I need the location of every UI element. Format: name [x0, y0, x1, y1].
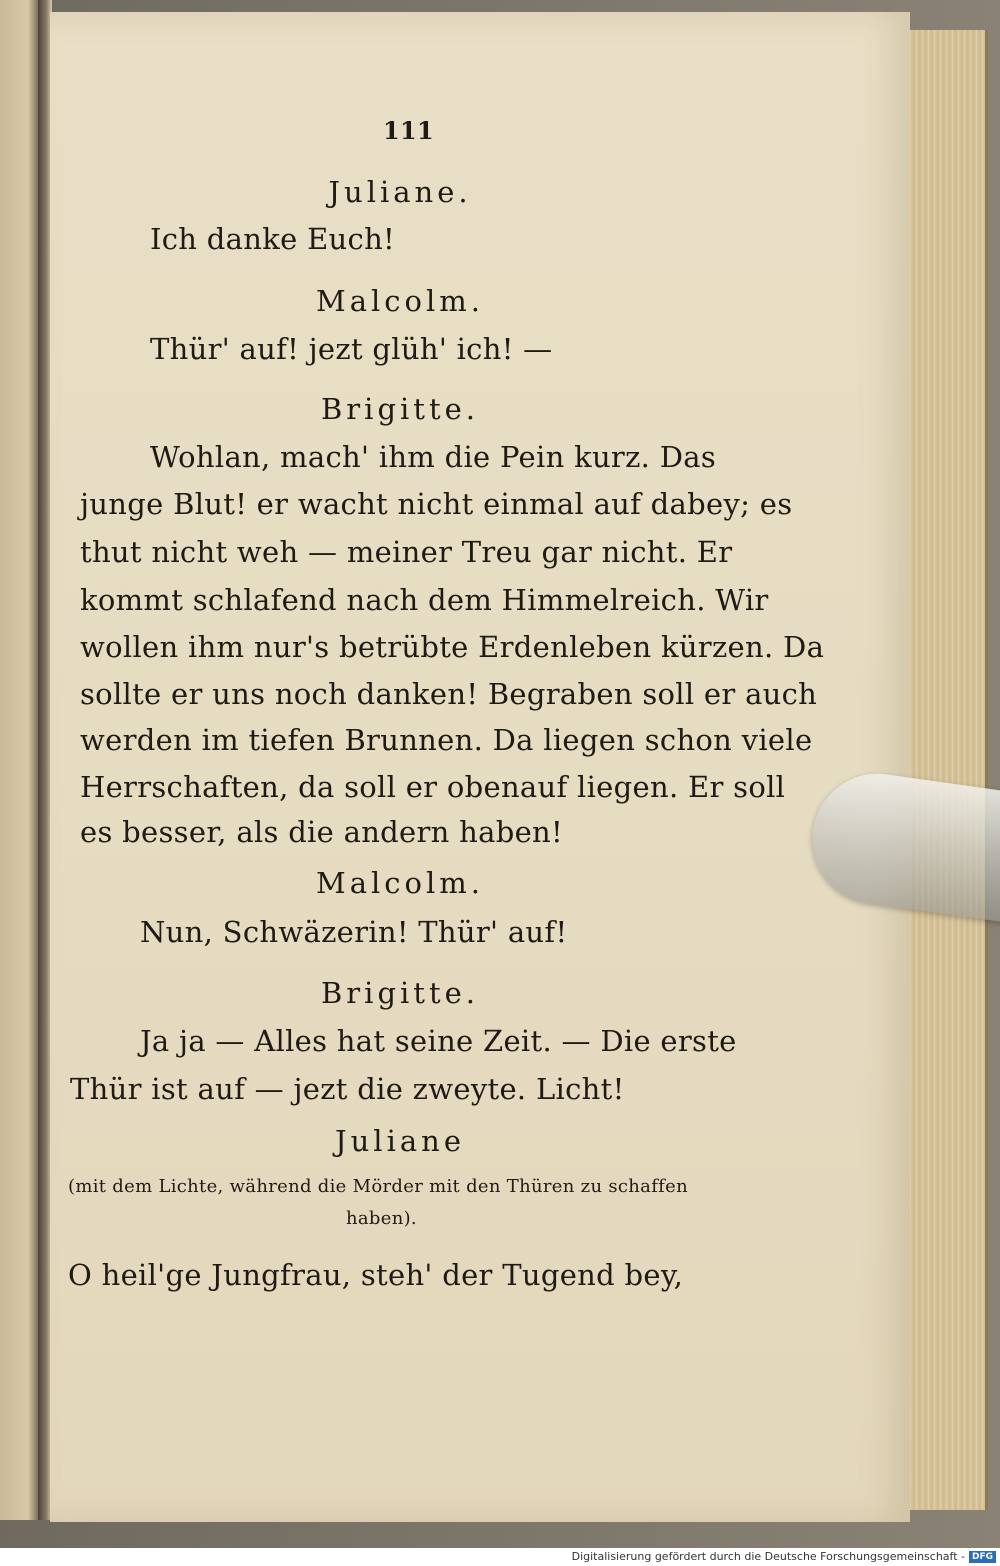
dialogue-line: Ja ja — Alles hat seine Zeit. — Die erste — [140, 1024, 737, 1058]
speaker-name: Malcolm. — [316, 866, 484, 900]
dialogue-line: Herrschaften, da soll er obenauf liegen. Er soll — [80, 770, 786, 804]
digitization-footer — [0, 1548, 1000, 1566]
page-number: 111 — [383, 116, 434, 145]
dialogue-line: wollen ihm nur's betrübte Erdenleben kürzen. Da — [80, 630, 825, 664]
speaker-name: Brigitte. — [321, 976, 479, 1010]
dialogue-line: Thür ist auf — jezt die zweyte. Licht! — [70, 1072, 625, 1106]
dialogue-line: Wohlan, mach' ihm die Pein kurz. Das — [150, 440, 717, 474]
dialogue-line: sollte er uns noch danken! Begraben soll er auch — [80, 677, 818, 711]
dialogue-line: O heil'ge Jungfrau, steh' der Tugend bey, — [68, 1258, 684, 1292]
footer-credit: Digitalisierung gefördert durch die Deutsche Forschungsgemeinschaft - — [571, 1550, 965, 1563]
stage-direction: (mit dem Lichte, während die Mörder mit den Thüren zu schaffen — [68, 1176, 688, 1197]
dfg-logo-icon: DFG — [969, 1551, 996, 1563]
speaker-name: Brigitte. — [321, 392, 479, 426]
dialogue-line: junge Blut! er wacht nicht einmal auf dabey; es — [80, 487, 793, 521]
speaker-name: Juliane. — [328, 175, 472, 209]
dialogue-line: Nun, Schwäzerin! Thür' auf! — [140, 915, 568, 949]
speaker-name: Malcolm. — [316, 284, 484, 318]
dialogue-line: es besser, als die andern haben! — [80, 815, 563, 849]
dialogue-line: Ich danke Euch! — [150, 222, 395, 256]
dialogue-line: thut nicht weh — meiner Treu gar nicht. Er — [80, 535, 733, 569]
dialogue-line: Thür' auf! jezt glüh' ich! — — [150, 332, 553, 366]
dialogue-line: werden im tiefen Brunnen. Da liegen schon viele — [80, 723, 813, 757]
stage-direction: haben). — [346, 1208, 417, 1229]
speaker-name: Juliane — [335, 1124, 465, 1158]
dialogue-line: kommt schlafend nach dem Himmelreich. Wir — [80, 583, 769, 617]
